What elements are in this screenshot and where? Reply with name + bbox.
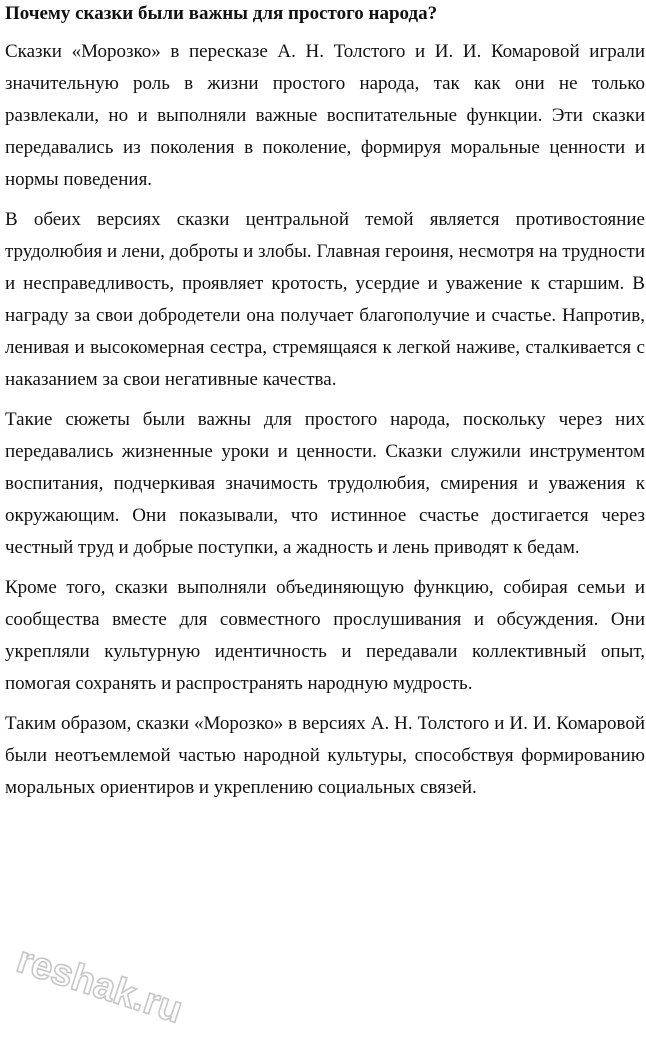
- paragraph-3: Такие сюжеты были важны для простого народа, поскольку через них передавались жизненные уроки и ценности. Сказки служили инструментом воспитания, подчеркивая значимость трудолюбия, смирения и уважения к окружающим. Они показывали, что истинное счастье достигается через честный труд и добрые поступки, а жадность и лень приводят к бедам.: [5, 409, 645, 558]
- document-page: [5, 0, 645, 812]
- paragraph-1: Сказки «Морозко» в пересказе А. Н. Толстого и И. И. Комаровой играли значительную роль в жизни простого народа, так как они не только развлекали, но и выполняли важные воспитательные функции. Эти сказки передавались из поколения в поколение, формируя моральные ценности и нормы поведения.: [5, 41, 645, 190]
- watermark-text: reshak.ru: [11, 938, 188, 1032]
- paragraph-2: В обеих версиях сказки центральной темой является противостояние трудолюбия и лени, доброты и злобы. Главная героиня, несмотря на трудности и несправедливость, проявляет кротость, усердие и уважение к старшим. В награду за свои добродетели она получает благополучие и счастье. Напротив, ленивая и высокомерная сестра, стремящаяся к легкой наживе, сталкивается с наказанием за свои негативные качества.: [5, 209, 645, 390]
- paragraph-4: Кроме того, сказки выполняли объединяющую функцию, собирая семьи и сообщества вместе для совместного прослушивания и обсуждения. Они укрепляли культурную идентичность и передавали коллективный опыт, помогая сохранять и распространять народную мудрость.: [5, 577, 645, 694]
- page-title: Почему сказки были важны для простого народа?: [5, 3, 438, 24]
- paragraph-5: Таким образом, сказки «Морозко» в версиях А. Н. Толстого и И. И. Комаровой были неотъемлемой частью народной культуры, способствуя формированию моральных ориентиров и укреплению социальных связей.: [5, 713, 645, 798]
- watermark-logo: [2, 938, 212, 1048]
